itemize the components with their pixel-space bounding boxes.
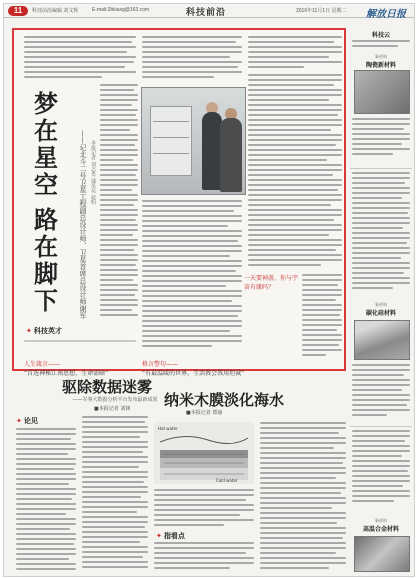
quma-byline: ■本报记者 刘锋 (94, 406, 131, 412)
quma-text-col1 (16, 428, 76, 574)
top-text-col3 (248, 36, 342, 72)
nano-section-tag: ✦ 指看点 (156, 532, 185, 540)
sidebar-divider (350, 168, 412, 169)
vapor-arrow (160, 436, 248, 443)
sidebar-item-note: 新材料 (375, 518, 387, 523)
sidebar-text-block-2 (352, 430, 410, 510)
membrane-diagram (154, 422, 254, 484)
hot-water-label: Hot water (158, 426, 178, 431)
newspaper-page (3, 3, 415, 577)
email-line: E-mail:2bkiaxg@163.com (92, 7, 150, 13)
membrane-diagram-svg (154, 422, 254, 484)
sidebar-item-note: 新材料 (375, 54, 387, 59)
editor-line: 科技前沿编辑 刘文辉 (32, 8, 79, 14)
sidebar-text-block (352, 172, 410, 292)
nano-text-col3 (154, 542, 254, 574)
ceramics-text (352, 118, 410, 166)
body-text-col2 (142, 200, 242, 350)
ceramics-image (354, 70, 410, 114)
person-figure (220, 118, 242, 192)
tag-rule-text (24, 340, 136, 358)
sidebar-item-note: 新材料 (375, 302, 387, 307)
masthead-logo: 解放日报 (366, 9, 406, 20)
quma-headline: 驱除数据迷雾 (62, 378, 153, 396)
section-title: 科技前沿 (186, 8, 227, 18)
nano-headline: 纳米木膜淡化海水 (164, 391, 285, 409)
quma-text-col2 (82, 416, 148, 574)
body-text-col1 (100, 84, 138, 320)
cold-water-label: Cold water (216, 478, 238, 483)
caption-left: 人生箴言—— “首选神秘江南思想，生命需暗” (24, 361, 109, 377)
superalloy-image (354, 536, 410, 572)
sidebar-intro-text (352, 40, 410, 52)
sic-text (352, 364, 410, 424)
body-text-col5 (302, 274, 342, 358)
person-figure (202, 112, 222, 190)
page-number: 11 (8, 6, 28, 16)
page-header (4, 4, 415, 18)
column-tag: ✦ 科技英才 (26, 327, 62, 335)
sidebar-item-sic: 碳化硅材料 (365, 310, 396, 317)
nano-byline: ■本报记者 郑丽 (186, 410, 223, 416)
star-icon: ✦ (156, 532, 162, 540)
feature-photo (141, 87, 246, 195)
feature-byline: 本报记者 刘志勇 通讯员 赵明 (90, 140, 96, 205)
sidebar-heading: 科技云 (371, 32, 390, 39)
feature-article (12, 28, 346, 377)
star-icon: ✦ (26, 327, 32, 335)
sic-image (354, 320, 410, 360)
feature-subtitle: ——记北斗二号卫星工程副总设计师、卫星首席总设计师谢军 (79, 130, 87, 319)
star-icon: ✦ (16, 417, 22, 425)
body-text-col4 (248, 74, 342, 270)
sidebar-divider (350, 426, 412, 427)
pull-quote: 一天要神游，你与宇宙有缘吗？ (244, 275, 299, 291)
quma-section-tag: ✦ 论见 (16, 417, 38, 425)
nano-text-col1 (154, 489, 254, 529)
sidebar-item-superalloy: 高温合金材料 (362, 526, 399, 533)
feature-headline: 梦 在 星 空 路 在 脚 下 (34, 89, 58, 315)
top-text-col2 (142, 36, 242, 82)
quma-subtitle: ——军事大数据分析平台发布最新成果 (72, 397, 158, 403)
lab-shelf (150, 106, 192, 176)
sidebar-item-ceramics: 陶瓷新材料 (365, 62, 396, 69)
caption-right: 格言警句—— “有最温暖的世界，生活教会我用坦诚” (142, 361, 245, 377)
intro-text (24, 36, 136, 80)
sidebar (350, 28, 412, 574)
date-line: 2016年11月1日 星期二 (296, 8, 347, 14)
nano-text-col2 (260, 422, 346, 572)
